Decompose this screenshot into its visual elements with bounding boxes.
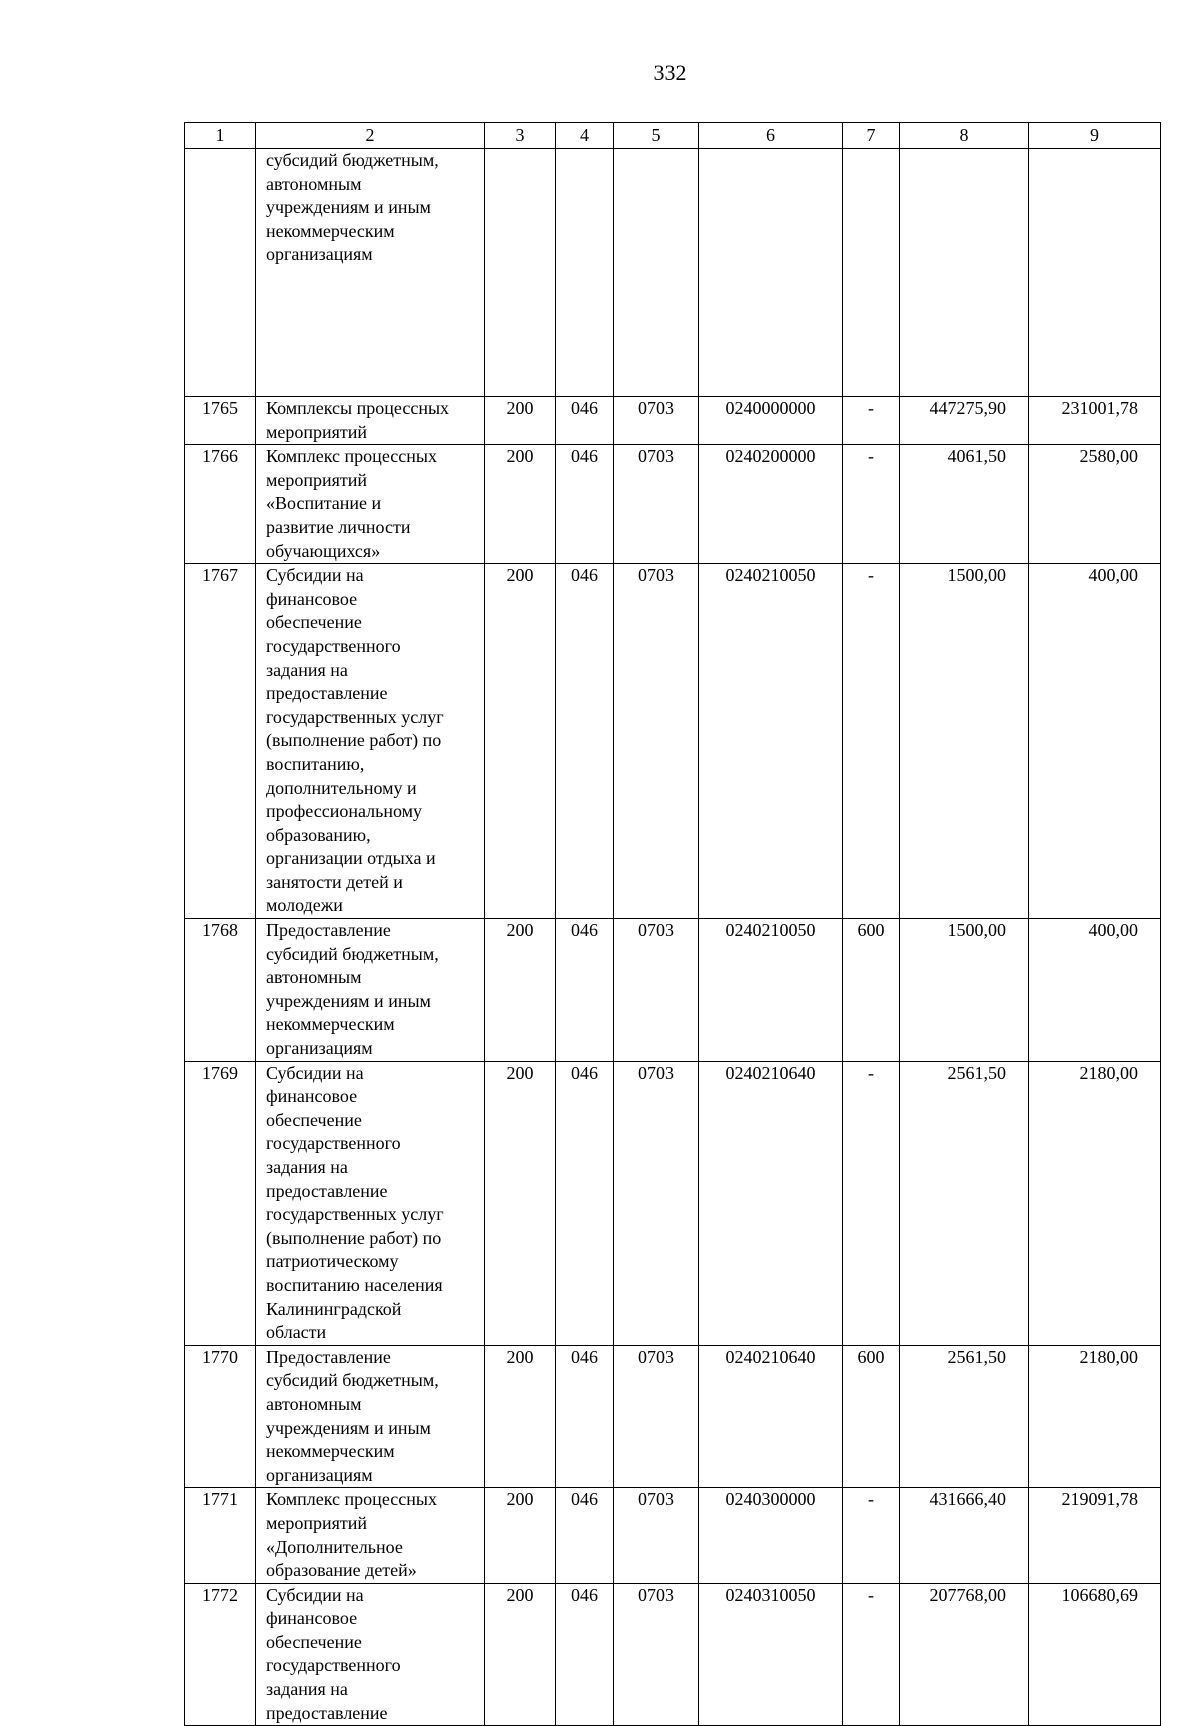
- description-line: автономным: [266, 173, 362, 194]
- description-line: некоммерческим: [266, 1441, 395, 1462]
- description: [256, 445, 485, 564]
- description-line: развитие личности: [266, 516, 411, 537]
- code-col4: 046: [556, 1583, 614, 1726]
- code-col3: 200: [485, 1345, 556, 1488]
- description-line: образованию,: [266, 824, 371, 845]
- description-line: государственного: [266, 635, 401, 656]
- code-col4: 046: [556, 1488, 614, 1583]
- header-cell: 3: [485, 123, 556, 149]
- description-line: некоммерческим: [266, 220, 395, 241]
- code-col7: -: [843, 445, 900, 564]
- description-line: субсидий бюджетным,: [266, 1370, 439, 1391]
- description-line: обеспечение: [266, 1631, 362, 1652]
- description-line: государственных услуг: [266, 706, 444, 727]
- description-line: области: [266, 1322, 327, 1343]
- code-col7: -: [843, 1583, 900, 1726]
- description: [256, 919, 485, 1062]
- description-line: предоставление: [266, 1180, 388, 1201]
- code-col6: 0240200000: [699, 445, 843, 564]
- code-col6: 0240310050: [699, 1583, 843, 1726]
- row-number: 1772: [185, 1583, 256, 1726]
- table-row: [185, 445, 1161, 564]
- description-line: занятости детей и: [266, 871, 403, 892]
- amount-col8: 2561,50: [900, 1061, 1029, 1345]
- amount-col9: 219091,78: [1029, 1488, 1161, 1583]
- code-col5: 0703: [614, 397, 699, 445]
- amount-col8: 1500,00: [900, 919, 1029, 1062]
- code-col3: 200: [485, 1488, 556, 1583]
- description-line: «Дополнительное: [266, 1536, 403, 1557]
- code-col7: 600: [843, 1345, 900, 1488]
- code-col3: 200: [485, 564, 556, 919]
- amount-col8: 431666,40: [900, 1488, 1029, 1583]
- header-cell: 9: [1029, 123, 1161, 149]
- description-line: патриотическому: [266, 1251, 399, 1272]
- description-line: Комплексы процессных: [266, 398, 450, 418]
- description-line: профессиональному: [266, 801, 422, 822]
- description-line: предоставление: [266, 683, 388, 704]
- code-col5: 0703: [614, 564, 699, 919]
- description-line: предоставление: [266, 1702, 388, 1723]
- description-line: финансовое: [266, 1086, 358, 1107]
- description-line: финансовое: [266, 1608, 358, 1629]
- table-row: [185, 1488, 1161, 1583]
- code-col5: 0703: [614, 1061, 699, 1345]
- code-col7: -: [843, 1061, 900, 1345]
- description-line: обеспечение: [266, 1109, 362, 1130]
- description: [256, 1488, 485, 1583]
- code-col4: 046: [556, 564, 614, 919]
- amount-col9: 106680,69: [1029, 1583, 1161, 1726]
- code-col4: 046: [556, 445, 614, 564]
- description-line: Калининградской: [266, 1298, 402, 1319]
- description: [256, 1345, 485, 1488]
- description-line: государственных услуг: [266, 1204, 444, 1225]
- amount-col9: 400,00: [1029, 919, 1161, 1062]
- description-line: мероприятий: [266, 469, 368, 490]
- description-line: государственного: [266, 1655, 401, 1676]
- description-line: обучающихся»: [266, 540, 381, 561]
- table-row: [185, 564, 1161, 919]
- code-col6: 0240300000: [699, 1488, 843, 1583]
- amount-col8: 447275,90: [900, 397, 1029, 445]
- code-col3: 200: [485, 1061, 556, 1345]
- header-cell: 7: [843, 123, 900, 149]
- description-line: воспитанию населения: [266, 1274, 443, 1295]
- amount-col8: [900, 149, 1029, 397]
- amount-col8: 2561,50: [900, 1345, 1029, 1488]
- code-col7: -: [843, 397, 900, 445]
- amount-col9: 231001,78: [1029, 397, 1161, 445]
- description-line: субсидий бюджетным,: [266, 943, 439, 964]
- amount-col9: 400,00: [1029, 564, 1161, 919]
- description-line: мероприятий: [266, 421, 368, 442]
- description-line: финансовое: [266, 588, 358, 609]
- description: [256, 397, 485, 445]
- amount-col9: 2180,00: [1029, 1061, 1161, 1345]
- header-cell: 5: [614, 123, 699, 149]
- description-line: воспитанию,: [266, 753, 365, 774]
- row-number: 1766: [185, 445, 256, 564]
- header-cell: 6: [699, 123, 843, 149]
- description-line: задания на: [266, 1157, 348, 1177]
- code-col3: 200: [485, 919, 556, 1062]
- description-line: организации отдыха и: [266, 848, 436, 869]
- description-line: дополнительному и: [266, 777, 417, 798]
- description-line: (выполнение работ) по: [266, 1227, 442, 1248]
- code-col6: [699, 149, 843, 397]
- description-line: молодежи: [266, 895, 343, 916]
- row-number: 1770: [185, 1345, 256, 1488]
- code-col4: 046: [556, 1345, 614, 1488]
- code-col6: 0240210050: [699, 564, 843, 919]
- description-line: Субсидии на: [266, 1584, 364, 1605]
- description-line: организациям: [266, 1464, 373, 1485]
- description-line: Предоставление: [266, 1346, 391, 1367]
- description: [256, 564, 485, 919]
- code-col4: [556, 149, 614, 397]
- description-line: субсидий бюджетным,: [266, 150, 439, 170]
- description-line: учреждениям и иным: [266, 1417, 431, 1438]
- code-col7: [843, 149, 900, 397]
- code-col4: 046: [556, 397, 614, 445]
- description-line: некоммерческим: [266, 1014, 395, 1035]
- description-line: Предоставление: [266, 920, 391, 941]
- row-number: 1769: [185, 1061, 256, 1345]
- description: [256, 1061, 485, 1345]
- row-number: 1771: [185, 1488, 256, 1583]
- table-row: [185, 1061, 1161, 1345]
- code-col7: -: [843, 1488, 900, 1583]
- description: [256, 1583, 485, 1726]
- description-line: Комплекс процессных: [266, 1489, 437, 1510]
- description-line: организациям: [266, 1038, 373, 1059]
- description-line: задания на: [266, 1679, 348, 1700]
- code-col5: 0703: [614, 445, 699, 564]
- amount-col9: [1029, 149, 1161, 397]
- header-cell: 1: [185, 123, 256, 149]
- code-col6: 0240000000: [699, 397, 843, 445]
- description-line: Субсидии на: [266, 1062, 364, 1083]
- description-line: образование детей»: [266, 1560, 417, 1581]
- code-col6: 0240210050: [699, 919, 843, 1062]
- code-col4: 046: [556, 1061, 614, 1345]
- amount-col8: 4061,50: [900, 445, 1029, 564]
- description-line: (выполнение работ) по: [266, 730, 442, 751]
- amount-col9: 2180,00: [1029, 1345, 1161, 1488]
- description-line: «Воспитание и: [266, 493, 382, 514]
- description-line: задания на: [266, 659, 348, 680]
- code-col5: 0703: [614, 1345, 699, 1488]
- table-row: [185, 919, 1161, 1062]
- description-line: Комплекс процессных: [266, 446, 437, 467]
- amount-col8: 1500,00: [900, 564, 1029, 919]
- budget-table: [184, 122, 1161, 1726]
- code-col7: -: [843, 564, 900, 919]
- header-row: [185, 123, 1161, 149]
- description-line: автономным: [266, 1393, 362, 1414]
- row-number: 1765: [185, 397, 256, 445]
- code-col5: 0703: [614, 1583, 699, 1726]
- table-row: [185, 1583, 1161, 1726]
- code-col5: 0703: [614, 919, 699, 1062]
- row-number: [185, 149, 256, 397]
- code-col4: 046: [556, 919, 614, 1062]
- description-line: учреждениям и иным: [266, 990, 431, 1011]
- code-col5: 0703: [614, 1488, 699, 1583]
- description-line: мероприятий: [266, 1512, 368, 1533]
- table-row: [185, 1345, 1161, 1488]
- code-col3: [485, 149, 556, 397]
- row-number: 1768: [185, 919, 256, 1062]
- row-number: 1767: [185, 564, 256, 919]
- code-col3: 200: [485, 445, 556, 564]
- code-col6: 0240210640: [699, 1345, 843, 1488]
- description-line: автономным: [266, 967, 362, 988]
- amount-col9: 2580,00: [1029, 445, 1161, 564]
- code-col3: 200: [485, 397, 556, 445]
- description: [256, 149, 485, 397]
- table-row: [185, 149, 1161, 397]
- description-line: учреждениям и иным: [266, 197, 431, 218]
- code-col6: 0240210640: [699, 1061, 843, 1345]
- description-line: государственного: [266, 1133, 401, 1154]
- description-line: обеспечение: [266, 612, 362, 633]
- header-cell: 2: [256, 123, 485, 149]
- description-line: организациям: [266, 244, 373, 265]
- page-number: 332: [653, 60, 687, 85]
- table-row: [185, 397, 1161, 445]
- header-cell: 4: [556, 123, 614, 149]
- code-col5: [614, 149, 699, 397]
- header-cell: 8: [900, 123, 1029, 149]
- amount-col8: 207768,00: [900, 1583, 1029, 1726]
- code-col3: 200: [485, 1583, 556, 1726]
- description-line: Субсидии на: [266, 565, 364, 586]
- code-col7: 600: [843, 919, 900, 1062]
- table-body: [185, 149, 1161, 1726]
